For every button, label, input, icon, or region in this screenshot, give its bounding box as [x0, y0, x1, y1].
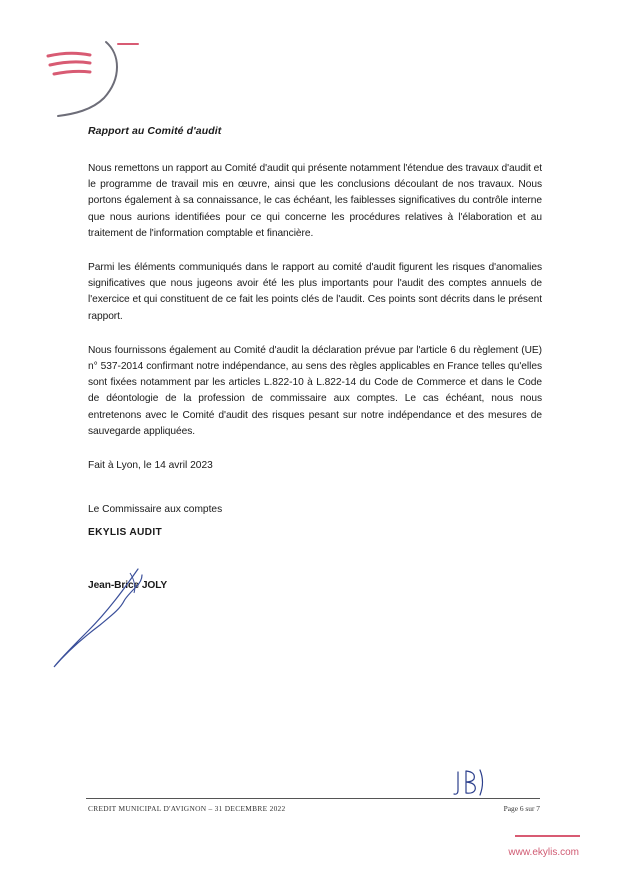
handwritten-initials [452, 768, 486, 798]
website-link[interactable]: www.ekylis.com [508, 847, 579, 858]
brand-divider [515, 835, 580, 837]
audit-firm: EKYLIS AUDIT [88, 527, 162, 538]
ekylis-logo [44, 40, 144, 120]
page-number: Page 6 sur 7 [503, 804, 540, 813]
report-title: Rapport au Comité d'audit [88, 125, 222, 137]
paragraph-3: Nous fournissons également au Comité d'audit la déclaration prévue par l'article 6 du règlement (UE) n° 537-2014 confirmant notre indépendance, au sens des règles applicables en France telles qu'elles sont fixées notamment par les articles L.822-10 à L.822-14 du Code de Commerce et dans le Code de déontologie de la profession de commissaire aux comptes. Le cas échéant, nous nous entretenons avec le Comité d'audit des risques pesant sur notre indépendance et des mesures de sauvegarde appliquées. [88, 344, 542, 437]
auditor-role: Le Commissaire aux comptes [88, 504, 223, 515]
paragraph-2: Parmi les éléments communiqués dans le rapport au comité d'audit figurent les risques d'anomalies significatives que nous jugeons avoir été les plus importants pour l'audit des comptes annuels de l'exercice et qui constituent de ce fait les points clés de l'audit. Ces points sont décrits dans le présent rapport. [88, 262, 542, 322]
place-date: Fait à Lyon, le 14 avril 2023 [88, 460, 213, 471]
footer-entity-date: CREDIT MUNICIPAL D'AVIGNON – 31 DECEMBRE 2022 [88, 804, 286, 813]
report-body [88, 125, 542, 458]
signatory-name: Jean-Brice JOLY [88, 580, 168, 591]
footer-divider [86, 798, 540, 799]
paragraph-1: Nous remettons un rapport au Comité d'audit qui présente notamment l'étendue des travaux d'audit et le programme de travail mis en œuvre, ainsi que les conclusions découlant de nos travaux. Nous portons également à sa connaissance, le cas échéant, les faiblesses significatives du contrôle interne que nous aurions identifiées pour ce qui concerne les procédures relatives à l'élaboration et au traitement de l'information comptable et financière. [88, 163, 542, 239]
handwritten-signature [50, 565, 160, 670]
